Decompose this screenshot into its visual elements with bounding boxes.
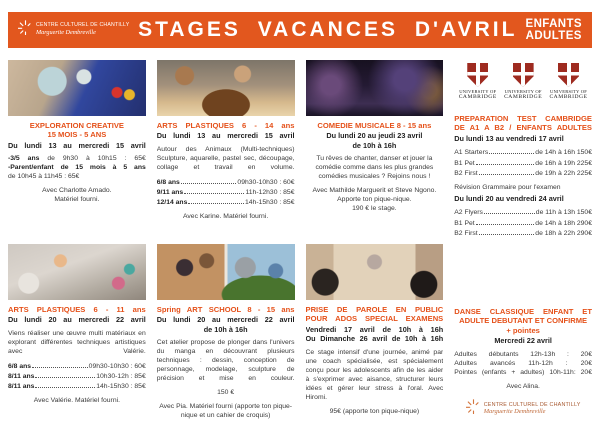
- course-card: [306, 60, 444, 239]
- card-date: [8, 315, 146, 324]
- dotted-leader: [489, 153, 534, 154]
- price-value: 09h30-10h30 : 60€: [237, 178, 295, 186]
- text-segment: de 10h45 à 11h45 : 65€: [8, 173, 80, 181]
- price-value: de 19h à 22h 225€: [535, 169, 592, 177]
- dotted-leader: [35, 377, 95, 378]
- text-line: EXPLORATION CREATIVE: [29, 121, 124, 130]
- card-text: [157, 339, 295, 384]
- price-value: de 16h à 19h 225€: [535, 159, 592, 167]
- text-line: DANSE CLASSIQUE ENFANT ET: [454, 307, 592, 316]
- course-photo-kids-painting-table: [8, 60, 146, 116]
- footer-logo-script: Marguerite Dembreville: [483, 408, 546, 416]
- text-line: 190 € le stage.: [352, 205, 397, 213]
- price-label: 9/11 ans: [156, 189, 184, 197]
- footer-logo: [454, 399, 592, 419]
- text-line: Avec Pia. Matériel fourni (apporte ton pique-nique et un cahier de croquis): [159, 403, 293, 420]
- price-value: 10h30-12h : 85€: [96, 373, 146, 381]
- text-line: DE A1 A B2 / ENFANTS ADULTES: [454, 123, 592, 133]
- dotted-leader: [184, 193, 244, 194]
- sunburst-icon: [18, 20, 33, 40]
- text-line: Mercredi 22 avril: [494, 336, 552, 346]
- text-line: Adultes débutants 12h-13h : 20€: [454, 350, 592, 358]
- course-photo-girl-art-supplies: [8, 244, 146, 300]
- price-row: [157, 178, 295, 188]
- price-label: 6/8 ans: [156, 178, 180, 186]
- card-text: [8, 187, 146, 205]
- course-card: [306, 244, 444, 423]
- cards-grid: [8, 60, 592, 423]
- price-list: [454, 148, 592, 179]
- text-segment: -Parent/enfant de 15 mois à 5 ans: [8, 164, 146, 172]
- course-card: [454, 60, 592, 239]
- card-title: [306, 121, 444, 130]
- card-text: [157, 389, 295, 398]
- price-value: 14h-15h30 : 85€: [244, 199, 295, 207]
- text-line: Tu rêves de chanter, danser et jouer la comédie comme dans les plus grandes comédies musicales ? Rejoins nous !: [315, 155, 434, 181]
- price-value: 09h30-10h30 : 60€: [88, 362, 146, 370]
- header-logo-name: CENTRE CULTUREL DE CHANTILLY: [36, 22, 130, 29]
- text-line: Cet atelier propose de plonger dans l'univers du manga en découvrant plusieurs techniques : dessin, conception de personnage, modelage, sculpture de précision et mise en couleur.: [156, 339, 295, 383]
- price-value: de 14h à 18h 290€: [535, 219, 592, 227]
- card-text: [8, 155, 146, 182]
- card-title: [306, 305, 444, 324]
- price-label: B2 First: [454, 229, 478, 237]
- cambridge-logo: [457, 63, 498, 100]
- footer-logo-text: [484, 402, 581, 416]
- price-value: 11h-12h30 : 85€: [245, 189, 295, 197]
- text-line: Révision Grammaire pour l'examen: [454, 183, 561, 191]
- audience-adultes: ADULTES: [525, 30, 582, 42]
- card-title: [157, 305, 295, 314]
- text-line: ARTS PLASTIQUES 6 - 11 ans: [8, 305, 146, 314]
- price-row: [454, 208, 592, 218]
- course-photo-clay-workshop: [157, 60, 295, 116]
- text-line: Avec Karine. Matériel fourni.: [182, 213, 269, 221]
- cambridge-logo: [503, 63, 544, 100]
- text-line: POUR ADOS SPECIAL EXAMENS: [305, 314, 444, 324]
- text-line: Du lundi 20 au mercredi 22 avril: [8, 315, 146, 325]
- price-list: [8, 362, 146, 393]
- card-text: [8, 397, 146, 406]
- text-line: PREPARATION TEST CAMBRIDGE: [454, 113, 592, 123]
- text-line: 150 €: [217, 389, 235, 397]
- text-line: 15 MOIS - 5 ANS: [47, 130, 107, 140]
- price-label: A1 Starters: [454, 149, 489, 157]
- price-label: 12/14 ans: [156, 199, 188, 207]
- price-row: [8, 382, 146, 392]
- dotted-leader: [479, 174, 535, 175]
- dotted-leader: [35, 387, 95, 388]
- text-segment: de 9h30 à 10h15 : 65€: [39, 155, 146, 163]
- card-text: [157, 403, 295, 421]
- text-line: 95€ (apporte ton pique-nique): [329, 407, 420, 415]
- text-line: ARTS PLASTIQUES 6 - 14 ans: [156, 121, 295, 130]
- price-row: [454, 169, 592, 179]
- price-row: [454, 219, 592, 229]
- card-text: [157, 146, 295, 173]
- cambridge-shield-icon: [558, 63, 579, 87]
- card-date: [157, 315, 295, 334]
- price-list: [157, 178, 295, 209]
- course-card: [8, 60, 146, 239]
- price-label: 8/11 ans: [8, 383, 35, 391]
- text-line: [8, 173, 146, 182]
- price-label: B2 First: [454, 169, 478, 177]
- card-text: [306, 408, 444, 417]
- text-line: de 10h à 16h: [352, 140, 397, 150]
- text-line: Ou Dimanche 26 avril de 10h à 16h: [305, 334, 444, 344]
- price-value: de 14h à 16h 150€: [535, 149, 592, 157]
- text-line: Vendredi 17 avril de 10h à 16h: [305, 324, 444, 334]
- card-title: [454, 114, 592, 133]
- footer-logo-block: [454, 399, 592, 419]
- page-title: STAGES VACANCES D'AVRIL: [138, 18, 518, 41]
- dotted-leader: [32, 367, 88, 368]
- text-line: Matériel fourni.: [54, 196, 100, 204]
- cambridge-logo-text-bottom: CAMBRIDGE: [549, 94, 588, 100]
- text-line: Avec Alina.: [506, 382, 540, 390]
- card-title: [157, 121, 295, 130]
- price-row: [8, 372, 146, 382]
- cambridge-logo-text-bottom: CAMBRIDGE: [458, 94, 497, 100]
- price-label: 8/11 ans: [8, 373, 35, 381]
- text-line: Du lundi 20 au jeudi 23 avril: [326, 131, 423, 141]
- card-date: [454, 336, 592, 345]
- card-text: [306, 349, 444, 403]
- card-text: [306, 155, 444, 182]
- dotted-leader: [476, 164, 535, 165]
- dotted-leader: [479, 234, 535, 235]
- course-photo-public-speaking: [306, 244, 444, 300]
- card-text: [454, 184, 592, 193]
- dotted-leader: [476, 224, 535, 225]
- text-line: Avec Valérie. Matériel fourni.: [33, 397, 120, 405]
- text-line: Adultes avancés 11h-12h : 20€: [454, 359, 592, 367]
- course-card: [157, 244, 295, 423]
- price-label: A2 Flyers: [454, 209, 483, 217]
- card-text: [157, 213, 295, 222]
- price-value: 14h-15h30 : 85€: [96, 383, 146, 391]
- text-line: Du lundi 13 au mercredi 15 avril: [8, 140, 146, 150]
- price-value: de 11h à 13h 150€: [535, 209, 592, 217]
- card-text: [454, 383, 592, 392]
- price-row: [157, 188, 295, 198]
- price-row: [454, 159, 592, 169]
- text-line: Ce stage intensif d'une journée, animé par une coach spécialisée, est spécialement conçu pour les adolescents afin de les aider à s'exprimer avec aisance, structurer leurs idées et gérer leur stress à l'oral. Avec Hiromi.: [305, 348, 444, 401]
- card-date: [157, 131, 295, 140]
- text-line: Viens réaliser une œuvre multi matériaux en explorant différentes techniques artistiques avec Valérie.: [8, 329, 146, 355]
- price-value: de 18h à 22h 290€: [535, 229, 592, 237]
- text-line: Du lundi 20 au vendredi 24 avril: [454, 193, 564, 203]
- text-line: Du lundi 13 au mercredi 15 avril: [156, 131, 295, 141]
- card-text: [306, 187, 444, 214]
- course-card: [454, 244, 592, 423]
- dotted-leader: [484, 213, 535, 214]
- cambridge-logo-text-top: UNIVERSITY OF: [549, 89, 587, 94]
- audience-enfants: ENFANTS: [525, 17, 582, 30]
- price-row: [157, 198, 295, 208]
- dotted-leader: [181, 183, 237, 184]
- text-line: PRISE DE PAROLE EN PUBLIC: [305, 305, 444, 314]
- card-title: [454, 307, 592, 335]
- price-row: [454, 229, 592, 239]
- text-line: Spring ART SCHOOL 8 - 15 ans: [156, 305, 295, 314]
- cambridge-logo-text-top: UNIVERSITY OF: [504, 89, 542, 94]
- price-row: [8, 362, 146, 372]
- cambridge-logo-text-bottom: CAMBRIDGE: [504, 94, 543, 100]
- text-line: de 10h à 16h: [203, 324, 248, 334]
- course-photo-ballet-dancers: [454, 244, 592, 302]
- header-logo-script: Marguerite Dembreville: [36, 29, 96, 37]
- price-label: 6/8 ans: [8, 362, 32, 370]
- cambridge-logos-row: [454, 60, 592, 109]
- text-line: Avec Mathilde Marguerit et Steve Ngono.: [312, 187, 437, 195]
- text-line: Pointes (enfants + adultes) 10h-11h: 20€: [454, 368, 592, 376]
- audience-label: [526, 18, 582, 42]
- price-row: [454, 148, 592, 158]
- text-line: Du lundi 20 au mercredi 22 avril: [156, 315, 295, 325]
- price-label: B1 Pet: [454, 219, 475, 227]
- header-logo: [18, 20, 130, 40]
- card-text: [8, 330, 146, 357]
- text-line: + pointes: [506, 325, 540, 335]
- card-text: [454, 351, 592, 378]
- course-card: [157, 60, 295, 239]
- cambridge-logo: [548, 63, 589, 100]
- text-line: Autour des Animaux (Multi-techniques) Sculpture, aquarelle, pastel sec, découpage, collage et travail en volume.: [156, 145, 295, 171]
- text-line: Apporte ton pique-nique.: [337, 196, 412, 204]
- course-card: [8, 244, 146, 423]
- card-title: [8, 121, 146, 140]
- price-list: [454, 208, 592, 239]
- course-photo-musical-stage: [306, 60, 444, 116]
- card-title: [8, 305, 146, 314]
- card-date: [306, 131, 444, 150]
- card-date: [306, 325, 444, 344]
- cambridge-shield-icon: [513, 63, 534, 87]
- course-photo-manga-figurines: [157, 244, 295, 300]
- text-line: Du lundi 13 au vendredi 17 avril: [454, 133, 564, 143]
- price-label: B1 Pet: [454, 159, 475, 167]
- text-line: COMEDIE MUSICALE 8 - 15 ans: [317, 121, 432, 130]
- cambridge-shield-icon: [467, 63, 488, 87]
- text-line: [8, 155, 146, 164]
- footer-logo-name: CENTRE CULTUREL DE CHANTILLY: [483, 401, 581, 408]
- text-segment: -3/5 ans: [8, 155, 40, 163]
- header-banner: [8, 12, 592, 48]
- card-date: [8, 141, 146, 150]
- card-date: [454, 134, 592, 143]
- dotted-leader: [188, 203, 244, 204]
- text-line: Avec Charlotte Amado.: [42, 187, 112, 195]
- cambridge-logo-text-top: UNIVERSITY OF: [459, 89, 497, 94]
- sunburst-icon: [466, 399, 481, 419]
- text-line: ADULTE DEBUTANT ET CONFIRME: [459, 316, 588, 326]
- card-date: [454, 194, 592, 203]
- text-line: [8, 164, 146, 173]
